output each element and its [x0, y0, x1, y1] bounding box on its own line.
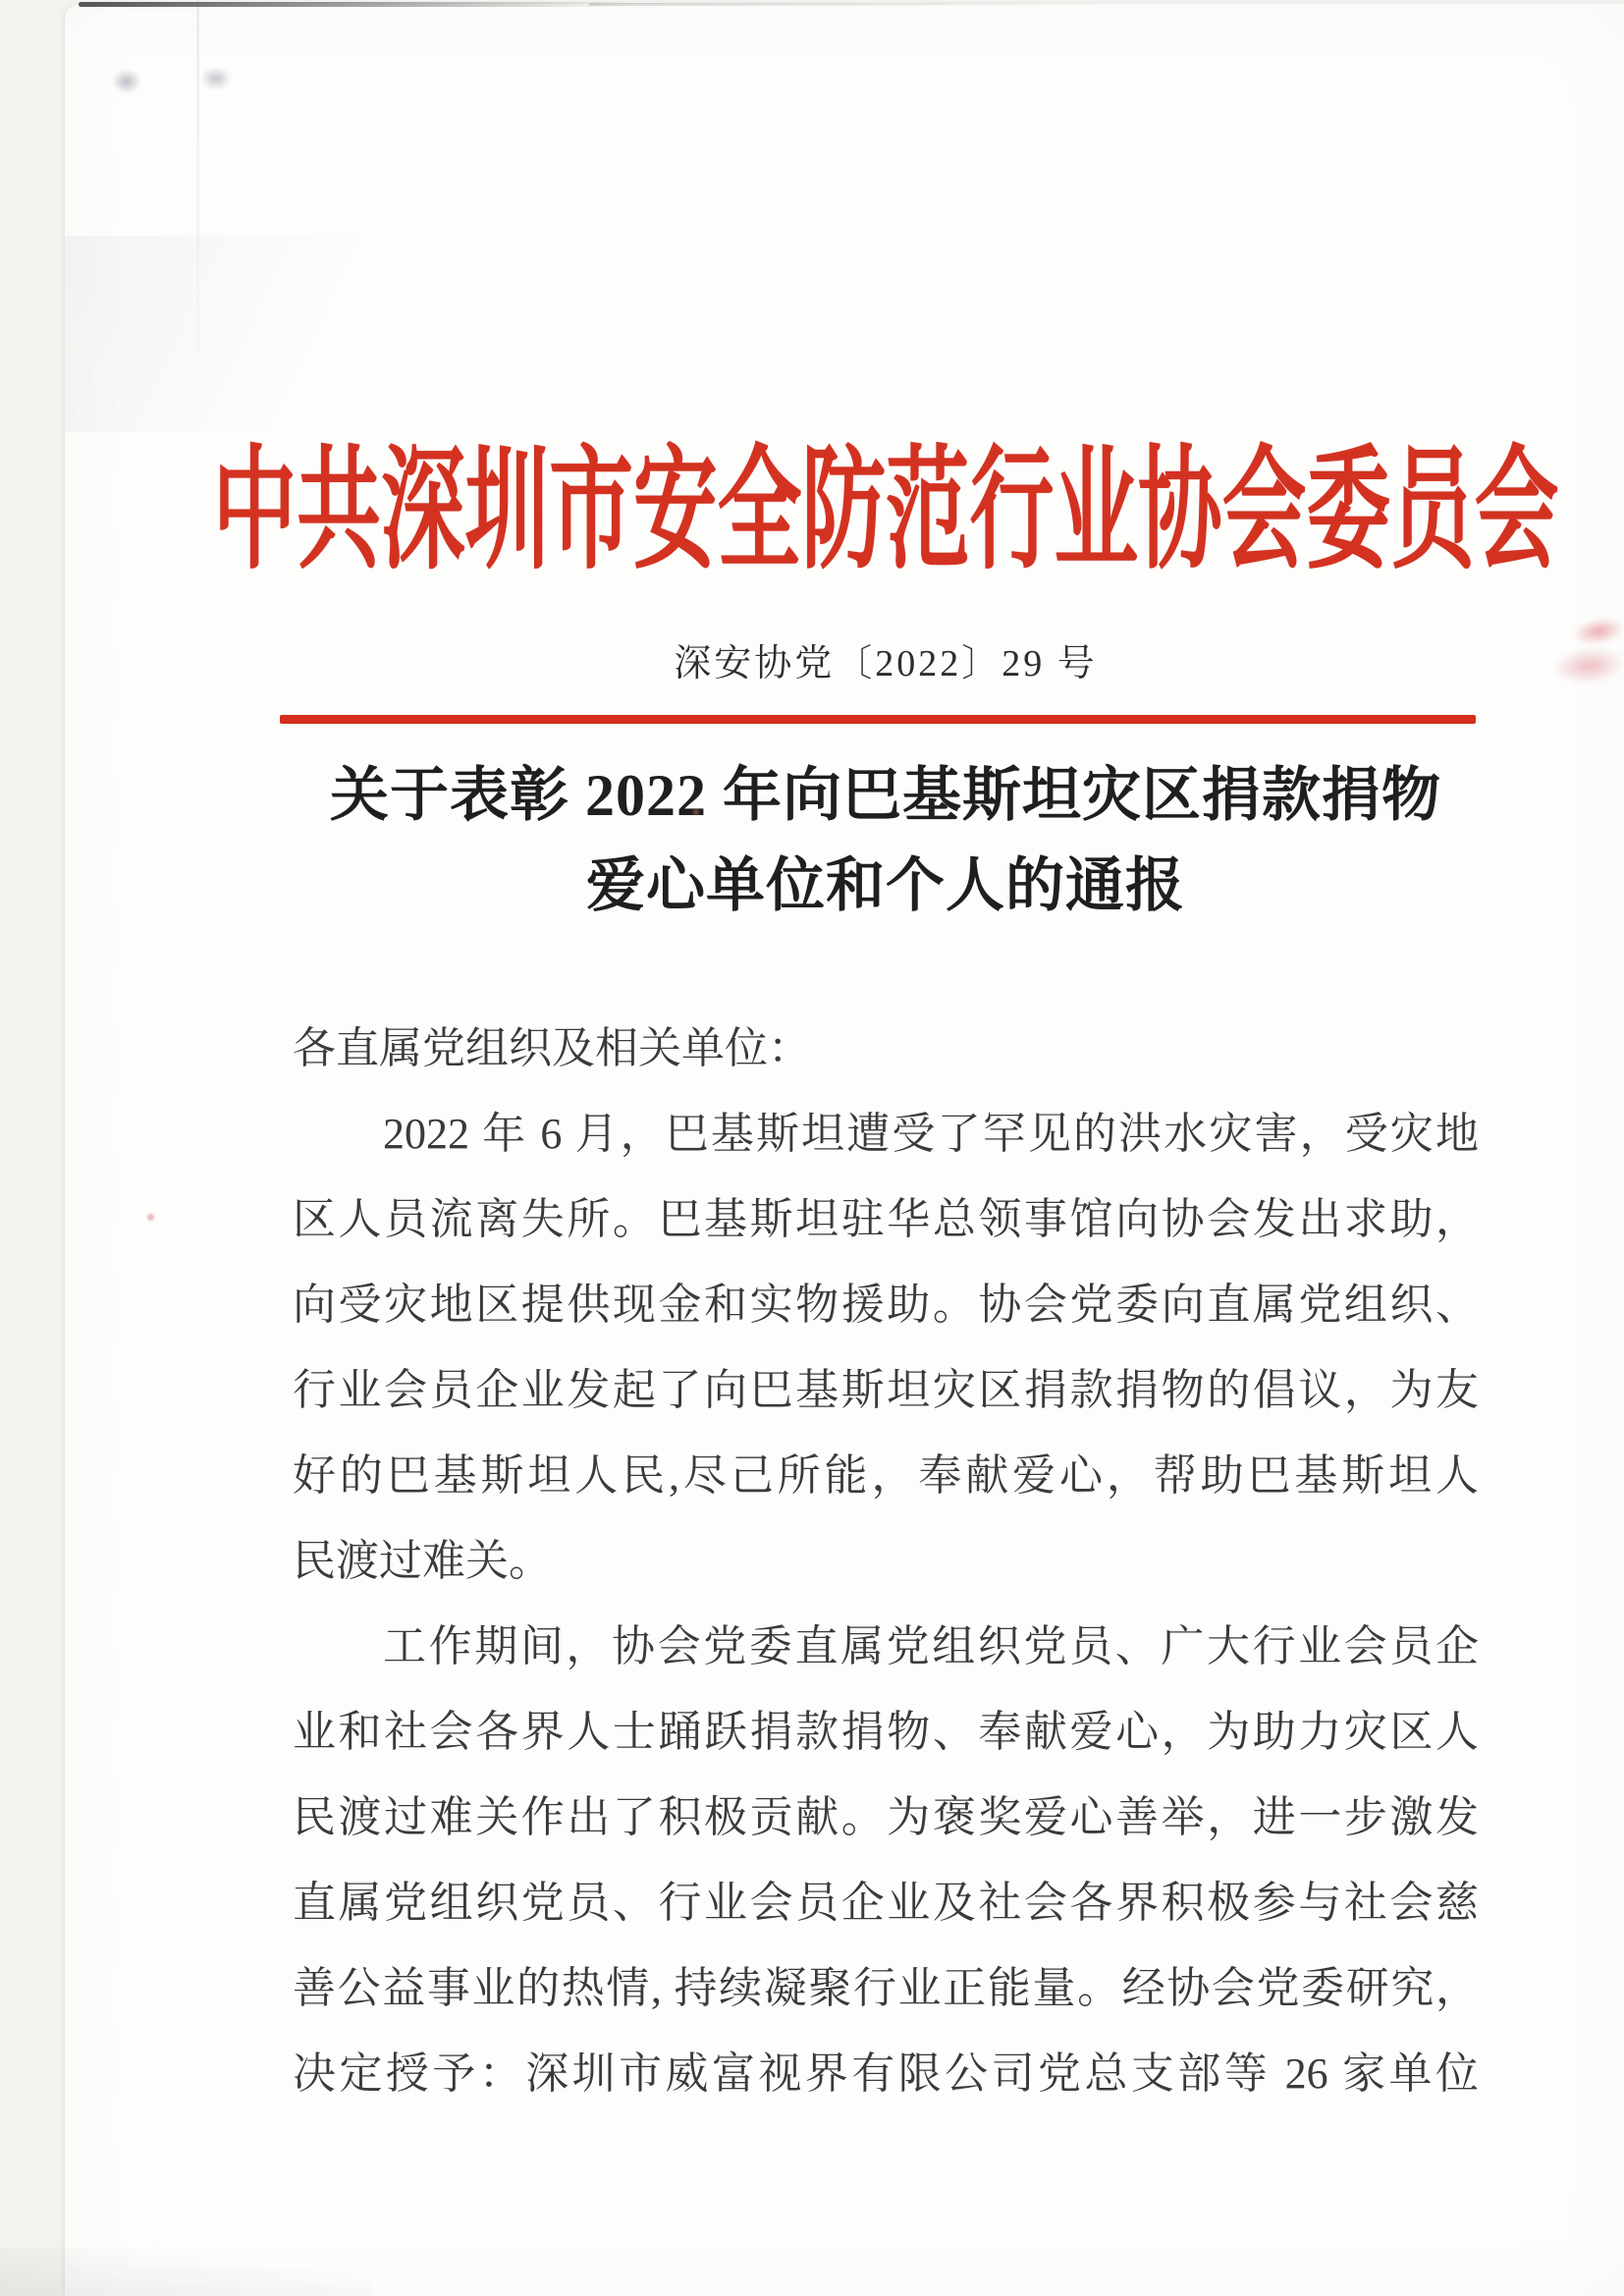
red-divider-line — [280, 715, 1476, 724]
document-number: 深安协党〔2022〕29 号 — [674, 643, 1098, 684]
staple-mark — [112, 69, 141, 94]
body-line: 民渡过难关。 — [293, 1537, 552, 1585]
document-title-line2: 爱心单位和个人的通报 — [586, 853, 1185, 918]
body-line: 向受灾地区提供现金和实物援助。协会党委向直属党组织、 — [293, 1281, 1479, 1329]
red-ink-speck — [693, 809, 699, 815]
body-line: 直属党组织党员、行业会员企业及社会各界积极参与社会慈 — [293, 1879, 1479, 1927]
red-ink-speck — [147, 1214, 154, 1221]
body-line: 区人员流离失所。巴基斯坦驻华总领事馆向协会发出求助， — [293, 1195, 1479, 1243]
body-line: 工作期间，协会党委直属党组织党员、广大行业会员企 — [383, 1622, 1479, 1670]
body-line: 2022 年 6 月，巴基斯坦遭受了罕见的洪水灾害，受灾地 — [383, 1110, 1479, 1158]
staple-mark — [200, 67, 232, 90]
body-line: 行业会员企业发起了向巴基斯坦灾区捐款捐物的倡议，为友 — [293, 1366, 1479, 1414]
body-line: 民渡过难关作出了积极贡献。为褒奖爱心善举，进一步激发 — [293, 1793, 1479, 1841]
bottom-corner-shade — [0, 2247, 373, 2296]
letterhead-org-name — [212, 434, 1559, 589]
document-title-line1: 关于表彰 2022 年向巴基斯坦灾区捐款捐物 — [330, 763, 1441, 828]
body-line: 业和社会各界人士踊跃捐款捐物、奉献爱心，为助力灾区人 — [293, 1708, 1479, 1756]
body-line: 决定授予：深圳市威富视界有限公司党总支部等 26 家单位 — [293, 2050, 1479, 2098]
document-title — [293, 750, 1479, 931]
paper-crease-shadow — [65, 236, 487, 432]
paper-top-edge-shadow-faint — [589, 3, 1100, 6]
scan-streak — [196, 0, 199, 422]
paper-top-edge-shadow — [79, 2, 628, 7]
salutation-line: 各直属党组织及相关单位： — [293, 1024, 811, 1072]
letterhead-org-name-text: 中共深圳市安全防范行业协会委员会 — [212, 438, 1559, 585]
body-line: 善公益事业的热情, 持续凝聚行业正能量。经协会党委研究， — [293, 1964, 1479, 2012]
document-body — [293, 1006, 1479, 2116]
body-line: 好的巴基斯坦人民,尽己所能，奉献爱心，帮助巴基斯坦人 — [293, 1451, 1479, 1500]
